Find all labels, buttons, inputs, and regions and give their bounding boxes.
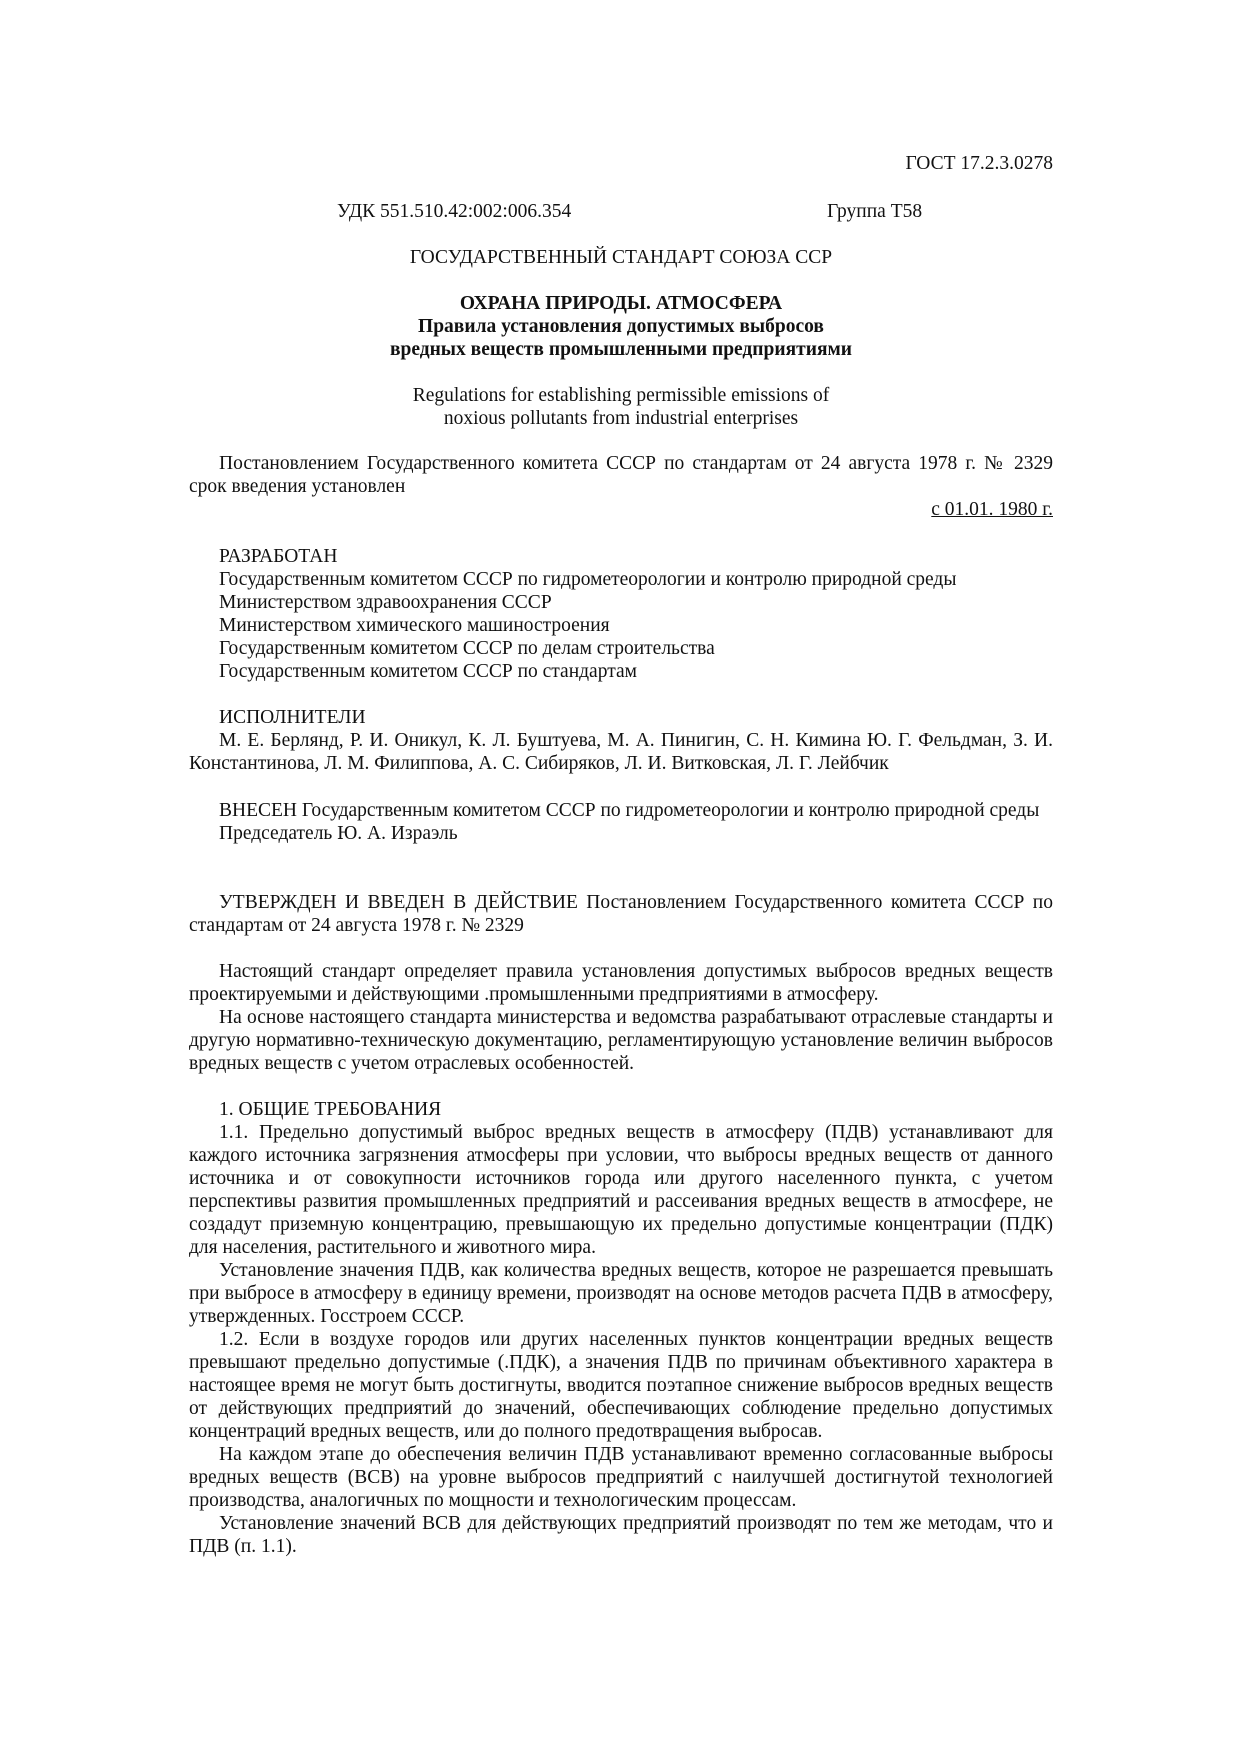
classification-row [189, 200, 1053, 223]
developed-by-block [189, 545, 1083, 683]
intro-paragraph: На основе настоящего стандарта министерства и ведомства разрабатывают отраслевые стандарты и другую нормативно-техническую документацию, регламентирующую установление величин выбросов вредных веществ с учетом отраслевых особенностей. [189, 1007, 1053, 1074]
approved-block [189, 891, 1053, 937]
english-title-line-1: Regulations for establishing permissible emissions of [412, 385, 830, 406]
english-title [189, 384, 1053, 430]
decree-block [189, 452, 1053, 521]
developed-label: РАЗРАБОТАН [219, 546, 338, 567]
executors-block [189, 706, 1053, 775]
intro-block [189, 960, 1053, 1075]
title-line-3: вредных веществ промышленными предприятиями [389, 339, 853, 360]
executors-names: М. Е. Берлянд, Р. И. Оникул, К. Л. Буштуева, М. А. Пинигин, С. Н. Кимина Ю. Г. Фельдман, З. И. Константинова, Л. М. Филиппова, А. С. Сибиряков, Л. И. Витковская, Л. Г. Лейбчик [189, 730, 1053, 774]
chairman: Председатель Ю. А. Израэль [219, 823, 458, 844]
effective-date: с 01.01. 1980 г. [931, 499, 1053, 520]
decree-text: Постановлением Государственного комитета СССР по стандартам от 24 августа 1978 г. № 2329 срок введения установлен [189, 453, 1053, 497]
standard-org: ГОСУДАРСТВЕННЫЙ СТАНДАРТ СОЮЗА ССР [409, 247, 833, 268]
developer-item: Министерством здравоохранения СССР [219, 592, 552, 613]
section-paragraph: Установление значения ПДВ, как количества вредных веществ, которое не разрешается превышать при выбросе в атмосферу в единицу времени, производят на основе методов расчета ПДВ в атмосферу, утвержденных. Госстроем СССР. [189, 1260, 1053, 1327]
section-paragraph: 1.1. Предельно допустимый выброс вредных веществ в атмосферу (ПДВ) устанавливают для каждого источника загрязнения атмосферы при условии, что выбросы вредных веществ от данного источника и от совокупности источников города или другого населенного пункта, с учетом перспективы развития промышленных предприятий и рассеивания вредных веществ в атмосфере, не создадут приземную концентрацию, превышающую их предельно допустимые концентрации (ПДК) для населения, растительного и животного мира. [189, 1122, 1053, 1258]
section-paragraph: На каждом этапе до обеспечения величин ПДВ устанавливают временно согласованные выбросы вредных веществ (ВСВ) на уровне выбросов предприятий с наилучшей достигнутой технологией производства, аналогичных по мощности и технологическим процессам. [189, 1444, 1053, 1511]
intro-paragraph: Настоящий стандарт определяет правила установления допустимых выбросов вредных веществ проектируемыми и действующими .промышленными предприятиями в атмосферу. [189, 961, 1053, 1005]
approved-text: УТВЕРЖДЕН И ВВЕДЕН В ДЕЙСТВИЕ Постановлением Государственного комитета СССР по стандартам от 24 августа 1978 г. № 2329 [189, 892, 1053, 936]
section-paragraph: 1.2. Если в воздухе городов или других населенных пунктов концентрации вредных веществ превышают предельно допустимые (.ПДК), а значения ПДВ по причинам объективного характера в настоящее время не могут быть достигнуты, вводится поэтапное снижение выбросов вредных веществ от действующих предприятий до значений, обеспечивающих соблюдение предельно допустимых концентраций вредных веществ, или до полного предотвращения выбросав. [189, 1329, 1053, 1442]
english-title-line-2: noxious pollutants from industrial enterprises [443, 408, 799, 429]
developer-item: Государственным комитетом СССР по стандартам [219, 661, 637, 682]
developer-item: Государственным комитетом СССР по гидрометеорологии и контролю природной среды [219, 569, 957, 590]
executors-label: ИСПОЛНИТЕЛИ [219, 707, 366, 728]
developer-item: Государственным комитетом СССР по делам строительства [219, 638, 715, 659]
title-line-1: ОХРАНА ПРИРОДЫ. АТМОСФЕРА [459, 293, 783, 314]
section-heading: 1. ОБЩИЕ ТРЕБОВАНИЯ [219, 1099, 442, 1120]
submitted-block [189, 799, 1053, 845]
group-code: Группа Т58 [827, 201, 923, 222]
section-1 [189, 1098, 1053, 1558]
udk-code: УДК 551.510.42:002:006.354 [337, 201, 572, 222]
gost-number: ГОСТ 17.2.3.0278 [905, 153, 1053, 174]
title-block [189, 292, 1053, 361]
developer-item: Министерством химического машиностроения [219, 615, 610, 636]
title-line-2: Правила установления допустимых выбросов [418, 316, 824, 337]
section-paragraph: Установление значений ВСВ для действующих предприятий производят по тем же методам, что и ПДВ (п. 1.1). [189, 1513, 1053, 1557]
submitted-text: ВНЕСЕН Государственным комитетом СССР по гидрометеорологии и контролю природной среды [219, 800, 1040, 821]
